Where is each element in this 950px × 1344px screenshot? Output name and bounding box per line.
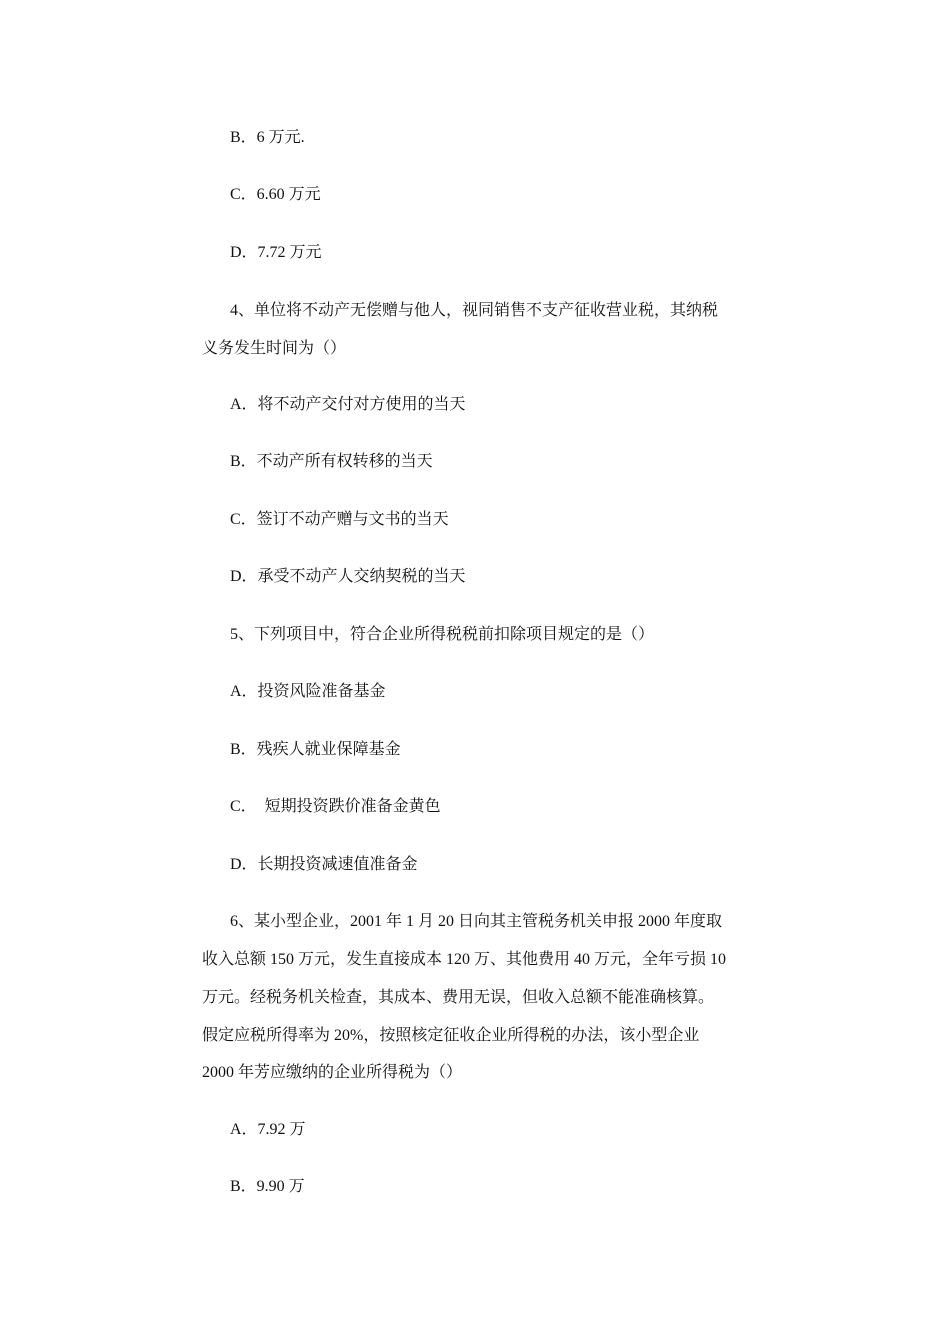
- q6-option-b: B．9.90 万: [230, 1178, 305, 1195]
- q6-option-a: A．7.92 万: [230, 1121, 306, 1138]
- q4-option-b: B．不动产所有权转移的当天: [230, 453, 433, 470]
- q3-option-b: B．6 万元.: [230, 129, 305, 146]
- q6-question-line-1: 6、某小型企业，2001 年 1 月 20 日向其主管税务机关申报 2000 年度取: [230, 913, 723, 930]
- q3-option-d: D．7.72 万元: [230, 244, 322, 261]
- q4-option-d: D．承受不动产人交纳契税的当天: [230, 568, 466, 585]
- q6-question-line-4: 假定应税所得率为 20%，按照核定征收企业所得税的办法，该小型企业: [202, 1027, 700, 1044]
- q5-question-line-1: 5、下列项目中，符合企业所得税税前扣除项目规定的是（）: [230, 626, 655, 643]
- q4-question-line-2: 义务发生时间为（）: [202, 340, 347, 357]
- q5-option-d: D．长期投资减速值准备金: [230, 856, 418, 873]
- q5-option-a: A．投资风险准备基金: [230, 683, 386, 700]
- q4-option-a: A．将不动产交付对方使用的当天: [230, 396, 466, 413]
- q3-option-c: C．6.60 万元: [230, 186, 321, 203]
- q6-question-line-5: 2000 年芳应缴纳的企业所得税为（）: [202, 1064, 463, 1081]
- q5-option-b: B．残疾人就业保障基金: [230, 741, 401, 758]
- q5-option-c: C． 短期投资跌价准备金黄色: [230, 798, 441, 815]
- q4-question-line-1: 4、单位将不动产无偿赠与他人，视同销售不支产征收营业税，其纳税: [230, 302, 719, 319]
- q6-question-line-2: 收入总额 150 万元，发生直接成本 120 万、其他费用 40 万元，全年亏损 10: [202, 951, 727, 968]
- q6-question-line-3: 万元。经税务机关检查，其成本、费用无误，但收入总额不能准确核算。: [202, 989, 715, 1006]
- q4-option-c: C．签订不动产赠与文书的当天: [230, 511, 449, 528]
